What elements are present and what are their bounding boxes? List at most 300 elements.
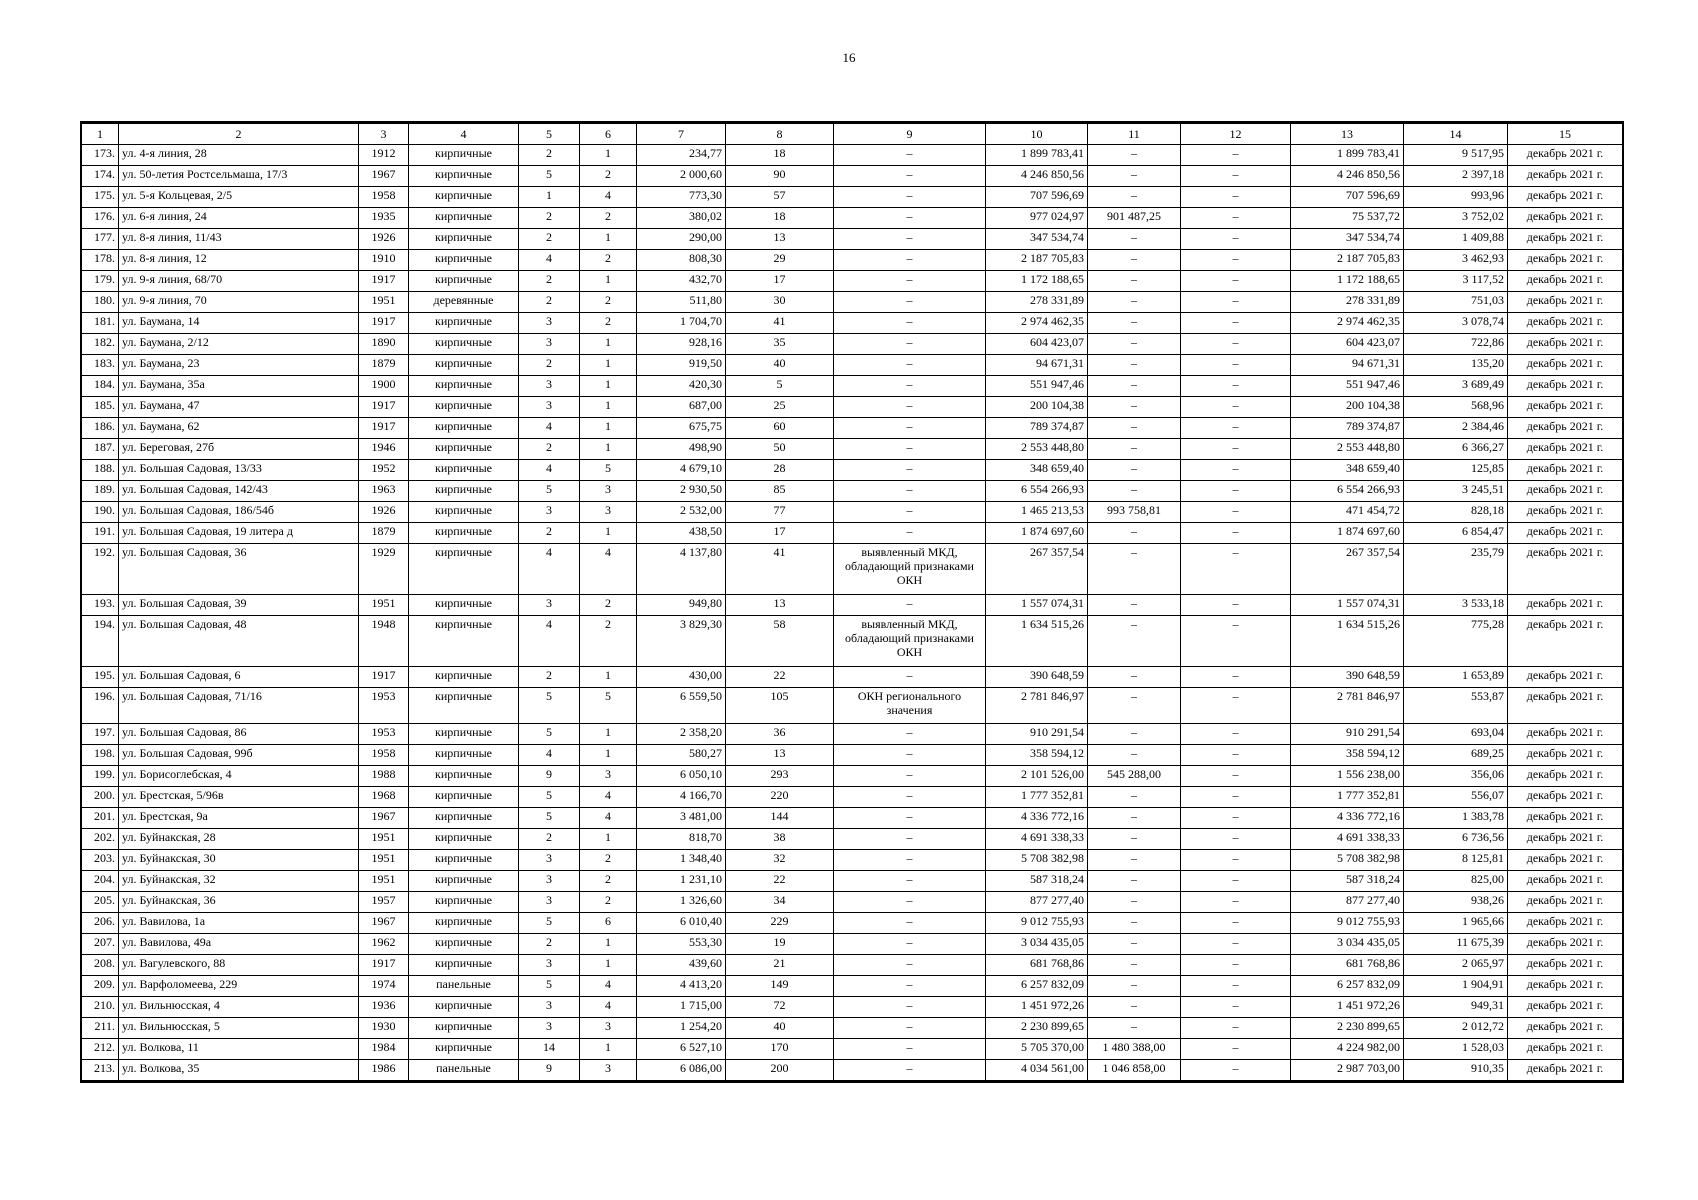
address-cell: ул. Баумана, 23 — [119, 355, 359, 376]
total-cost-cell: 358 594,12 — [986, 745, 1088, 766]
total-cost-cell: 9 012 755,93 — [986, 913, 1088, 934]
column-14-cell: 1 409,88 — [1404, 229, 1508, 250]
row-number: 192. — [82, 544, 119, 595]
wall-material-cell: кирпичные — [409, 955, 519, 976]
column-13-cell: 1 777 352,81 — [1291, 787, 1404, 808]
total-cost-cell: 4 246 850,56 — [986, 166, 1088, 187]
total-cost-cell: 1 465 213,53 — [986, 502, 1088, 523]
floors-cell: 5 — [519, 808, 580, 829]
heritage-status-cell: – — [834, 187, 986, 208]
floors-cell: 5 — [519, 688, 580, 724]
column-11-cell: – — [1088, 460, 1181, 481]
area-cell: 511,80 — [637, 292, 726, 313]
column-header: 6 — [580, 123, 637, 145]
row-number: 200. — [82, 787, 119, 808]
entrances-cell: 5 — [580, 688, 637, 724]
address-cell: ул. Волкова, 11 — [119, 1039, 359, 1060]
residents-cell: 85 — [726, 481, 834, 502]
column-14-cell: 3 462,93 — [1404, 250, 1508, 271]
entrances-cell: 3 — [580, 1018, 637, 1039]
column-13-cell: 551 947,46 — [1291, 376, 1404, 397]
deadline-cell: декабрь 2021 г. — [1508, 418, 1623, 439]
column-13-cell: 75 537,72 — [1291, 208, 1404, 229]
deadline-cell: декабрь 2021 г. — [1508, 229, 1623, 250]
column-11-cell: 901 487,25 — [1088, 208, 1181, 229]
column-11-cell: – — [1088, 145, 1181, 166]
column-13-cell: 1 451 972,26 — [1291, 997, 1404, 1018]
entrances-cell: 4 — [580, 976, 637, 997]
year-built-cell: 1917 — [359, 667, 409, 688]
residents-cell: 34 — [726, 892, 834, 913]
row-number: 206. — [82, 913, 119, 934]
total-cost-cell: 3 034 435,05 — [986, 934, 1088, 955]
row-number: 204. — [82, 871, 119, 892]
column-12-cell: – — [1181, 616, 1291, 667]
wall-material-cell: кирпичные — [409, 892, 519, 913]
column-12-cell: – — [1181, 976, 1291, 997]
residents-cell: 149 — [726, 976, 834, 997]
address-cell: ул. Большая Садовая, 36 — [119, 544, 359, 595]
column-13-cell: 6 554 266,93 — [1291, 481, 1404, 502]
row-number: 176. — [82, 208, 119, 229]
floors-cell: 4 — [519, 544, 580, 595]
entrances-cell: 3 — [580, 481, 637, 502]
column-12-cell: – — [1181, 208, 1291, 229]
column-14-cell: 125,85 — [1404, 460, 1508, 481]
residents-cell: 41 — [726, 544, 834, 595]
entrances-cell: 1 — [580, 955, 637, 976]
residents-cell: 293 — [726, 766, 834, 787]
area-cell: 6 559,50 — [637, 688, 726, 724]
wall-material-cell: кирпичные — [409, 439, 519, 460]
column-13-cell: 4 224 982,00 — [1291, 1039, 1404, 1060]
table-row — [82, 271, 1623, 292]
residents-cell: 13 — [726, 745, 834, 766]
residents-cell: 105 — [726, 688, 834, 724]
total-cost-cell: 707 596,69 — [986, 187, 1088, 208]
row-number: 175. — [82, 187, 119, 208]
column-header: 13 — [1291, 123, 1404, 145]
column-14-cell: 3 117,52 — [1404, 271, 1508, 292]
floors-cell: 2 — [519, 271, 580, 292]
address-cell: ул. Большая Садовая, 86 — [119, 724, 359, 745]
table-row — [82, 913, 1623, 934]
column-13-cell: 1 556 238,00 — [1291, 766, 1404, 787]
column-14-cell: 568,96 — [1404, 397, 1508, 418]
column-12-cell: – — [1181, 544, 1291, 595]
row-number: 182. — [82, 334, 119, 355]
column-13-cell: 2 187 705,83 — [1291, 250, 1404, 271]
deadline-cell: декабрь 2021 г. — [1508, 502, 1623, 523]
deadline-cell: декабрь 2021 г. — [1508, 481, 1623, 502]
deadline-cell: декабрь 2021 г. — [1508, 787, 1623, 808]
heritage-status-cell: – — [834, 523, 986, 544]
deadline-cell: декабрь 2021 г. — [1508, 166, 1623, 187]
column-header: 2 — [119, 123, 359, 145]
heritage-status-cell: выявленный МКД, обладающий признаками ОКН — [834, 544, 986, 595]
housing-register-table — [81, 122, 1623, 1082]
residents-cell: 229 — [726, 913, 834, 934]
table-row — [82, 1018, 1623, 1039]
entrances-cell: 2 — [580, 871, 637, 892]
wall-material-cell: кирпичные — [409, 523, 519, 544]
column-13-cell: 681 768,86 — [1291, 955, 1404, 976]
year-built-cell: 1962 — [359, 934, 409, 955]
year-built-cell: 1953 — [359, 724, 409, 745]
column-13-cell: 1 557 074,31 — [1291, 595, 1404, 616]
column-13-cell: 2 974 462,35 — [1291, 313, 1404, 334]
column-12-cell: – — [1181, 397, 1291, 418]
row-number: 202. — [82, 829, 119, 850]
deadline-cell: декабрь 2021 г. — [1508, 313, 1623, 334]
column-13-cell: 390 648,59 — [1291, 667, 1404, 688]
entrances-cell: 3 — [580, 1060, 637, 1082]
table-row — [82, 334, 1623, 355]
address-cell: ул. Большая Садовая, 142/43 — [119, 481, 359, 502]
column-11-cell: – — [1088, 397, 1181, 418]
heritage-status-cell: – — [834, 766, 986, 787]
area-cell: 1 231,10 — [637, 871, 726, 892]
total-cost-cell: 1 451 972,26 — [986, 997, 1088, 1018]
column-13-cell: 877 277,40 — [1291, 892, 1404, 913]
column-14-cell: 2 012,72 — [1404, 1018, 1508, 1039]
wall-material-cell: кирпичные — [409, 766, 519, 787]
column-12-cell: – — [1181, 418, 1291, 439]
heritage-status-cell: – — [834, 397, 986, 418]
row-number: 183. — [82, 355, 119, 376]
wall-material-cell: кирпичные — [409, 808, 519, 829]
column-11-cell: – — [1088, 913, 1181, 934]
year-built-cell: 1974 — [359, 976, 409, 997]
deadline-cell: декабрь 2021 г. — [1508, 808, 1623, 829]
row-number: 179. — [82, 271, 119, 292]
column-11-cell: – — [1088, 595, 1181, 616]
wall-material-cell: кирпичные — [409, 166, 519, 187]
entrances-cell: 2 — [580, 166, 637, 187]
heritage-status-cell: – — [834, 745, 986, 766]
year-built-cell: 1917 — [359, 397, 409, 418]
column-13-cell: 1 874 697,60 — [1291, 523, 1404, 544]
column-11-cell: – — [1088, 229, 1181, 250]
entrances-cell: 6 — [580, 913, 637, 934]
row-number: 177. — [82, 229, 119, 250]
wall-material-cell: кирпичные — [409, 871, 519, 892]
table-row — [82, 766, 1623, 787]
year-built-cell: 1879 — [359, 523, 409, 544]
deadline-cell: декабрь 2021 г. — [1508, 871, 1623, 892]
total-cost-cell: 1 874 697,60 — [986, 523, 1088, 544]
row-number: 174. — [82, 166, 119, 187]
column-14-cell: 910,35 — [1404, 1060, 1508, 1082]
total-cost-cell: 4 336 772,16 — [986, 808, 1088, 829]
residents-cell: 220 — [726, 787, 834, 808]
residents-cell: 35 — [726, 334, 834, 355]
total-cost-cell: 200 104,38 — [986, 397, 1088, 418]
total-cost-cell: 2 230 899,65 — [986, 1018, 1088, 1039]
wall-material-cell: кирпичные — [409, 334, 519, 355]
deadline-cell: декабрь 2021 г. — [1508, 208, 1623, 229]
column-11-cell: – — [1088, 292, 1181, 313]
column-header: 7 — [637, 123, 726, 145]
wall-material-cell: кирпичные — [409, 913, 519, 934]
column-11-cell: – — [1088, 976, 1181, 997]
year-built-cell: 1958 — [359, 745, 409, 766]
column-13-cell: 604 423,07 — [1291, 334, 1404, 355]
floors-cell: 9 — [519, 766, 580, 787]
address-cell: ул. Баумана, 2/12 — [119, 334, 359, 355]
column-12-cell: – — [1181, 1060, 1291, 1082]
total-cost-cell: 347 534,74 — [986, 229, 1088, 250]
residents-cell: 40 — [726, 1018, 834, 1039]
column-11-cell: – — [1088, 418, 1181, 439]
column-14-cell: 356,06 — [1404, 766, 1508, 787]
heritage-status-cell: – — [834, 250, 986, 271]
column-12-cell: – — [1181, 724, 1291, 745]
address-cell: ул. Буйнакская, 36 — [119, 892, 359, 913]
column-11-cell: – — [1088, 376, 1181, 397]
entrances-cell: 3 — [580, 766, 637, 787]
column-14-cell: 1 528,03 — [1404, 1039, 1508, 1060]
table-row — [82, 688, 1623, 724]
year-built-cell: 1929 — [359, 544, 409, 595]
row-number: 197. — [82, 724, 119, 745]
column-header: 5 — [519, 123, 580, 145]
floors-cell: 2 — [519, 145, 580, 166]
row-number: 210. — [82, 997, 119, 1018]
row-number: 195. — [82, 667, 119, 688]
wall-material-cell: кирпичные — [409, 418, 519, 439]
table-row — [82, 313, 1623, 334]
column-12-cell: – — [1181, 1039, 1291, 1060]
residents-cell: 57 — [726, 187, 834, 208]
deadline-cell: декабрь 2021 г. — [1508, 976, 1623, 997]
deadline-cell: декабрь 2021 г. — [1508, 376, 1623, 397]
year-built-cell: 1967 — [359, 808, 409, 829]
column-12-cell: – — [1181, 934, 1291, 955]
entrances-cell: 4 — [580, 787, 637, 808]
column-14-cell: 949,31 — [1404, 997, 1508, 1018]
column-12-cell: – — [1181, 355, 1291, 376]
total-cost-cell: 604 423,07 — [986, 334, 1088, 355]
column-12-cell: – — [1181, 892, 1291, 913]
floors-cell: 3 — [519, 955, 580, 976]
table-row — [82, 523, 1623, 544]
column-12-cell: – — [1181, 871, 1291, 892]
floors-cell: 2 — [519, 292, 580, 313]
column-14-cell: 751,03 — [1404, 292, 1508, 313]
column-14-cell: 1 653,89 — [1404, 667, 1508, 688]
year-built-cell: 1986 — [359, 1060, 409, 1082]
wall-material-cell: деревянные — [409, 292, 519, 313]
heritage-status-cell: – — [834, 829, 986, 850]
address-cell: ул. 9-я линия, 70 — [119, 292, 359, 313]
total-cost-cell: 5 705 370,00 — [986, 1039, 1088, 1060]
address-cell: ул. Большая Садовая, 13/33 — [119, 460, 359, 481]
heritage-status-cell: – — [834, 145, 986, 166]
table-row — [82, 397, 1623, 418]
entrances-cell: 4 — [580, 808, 637, 829]
column-12-cell: – — [1181, 766, 1291, 787]
column-11-cell: – — [1088, 997, 1181, 1018]
deadline-cell: декабрь 2021 г. — [1508, 595, 1623, 616]
area-cell: 498,90 — [637, 439, 726, 460]
heritage-status-cell: ОКН регионального значения — [834, 688, 986, 724]
row-number: 212. — [82, 1039, 119, 1060]
column-14-cell: 689,25 — [1404, 745, 1508, 766]
deadline-cell: декабрь 2021 г. — [1508, 439, 1623, 460]
residents-cell: 77 — [726, 502, 834, 523]
entrances-cell: 2 — [580, 292, 637, 313]
total-cost-cell: 4 691 338,33 — [986, 829, 1088, 850]
residents-cell: 58 — [726, 616, 834, 667]
row-number: 191. — [82, 523, 119, 544]
column-header: 4 — [409, 123, 519, 145]
floors-cell: 3 — [519, 892, 580, 913]
deadline-cell: декабрь 2021 г. — [1508, 1039, 1623, 1060]
heritage-status-cell: – — [834, 1039, 986, 1060]
column-14-cell: 235,79 — [1404, 544, 1508, 595]
area-cell: 553,30 — [637, 934, 726, 955]
wall-material-cell: кирпичные — [409, 208, 519, 229]
heritage-status-cell: – — [834, 481, 986, 502]
area-cell: 430,00 — [637, 667, 726, 688]
column-12-cell: – — [1181, 250, 1291, 271]
column-11-cell: – — [1088, 166, 1181, 187]
area-cell: 1 326,60 — [637, 892, 726, 913]
area-cell: 675,75 — [637, 418, 726, 439]
row-number: 189. — [82, 481, 119, 502]
total-cost-cell: 6 257 832,09 — [986, 976, 1088, 997]
column-13-cell: 2 230 899,65 — [1291, 1018, 1404, 1039]
table-row — [82, 292, 1623, 313]
column-11-cell: – — [1088, 724, 1181, 745]
deadline-cell: декабрь 2021 г. — [1508, 688, 1623, 724]
heritage-status-cell: – — [834, 871, 986, 892]
residents-cell: 72 — [726, 997, 834, 1018]
address-cell: ул. Буйнакская, 28 — [119, 829, 359, 850]
column-12-cell: – — [1181, 187, 1291, 208]
column-11-cell: 1 046 858,00 — [1088, 1060, 1181, 1082]
column-11-cell: – — [1088, 313, 1181, 334]
year-built-cell: 1957 — [359, 892, 409, 913]
wall-material-cell: кирпичные — [409, 187, 519, 208]
area-cell: 3 829,30 — [637, 616, 726, 667]
area-cell: 2 000,60 — [637, 166, 726, 187]
column-14-cell: 9 517,95 — [1404, 145, 1508, 166]
column-13-cell: 4 246 850,56 — [1291, 166, 1404, 187]
row-number: 194. — [82, 616, 119, 667]
deadline-cell: декабрь 2021 г. — [1508, 997, 1623, 1018]
wall-material-cell: кирпичные — [409, 829, 519, 850]
column-13-cell: 267 357,54 — [1291, 544, 1404, 595]
total-cost-cell: 910 291,54 — [986, 724, 1088, 745]
column-13-cell: 9 012 755,93 — [1291, 913, 1404, 934]
table-row — [82, 376, 1623, 397]
column-11-cell: – — [1088, 829, 1181, 850]
total-cost-cell: 267 357,54 — [986, 544, 1088, 595]
deadline-cell: декабрь 2021 г. — [1508, 667, 1623, 688]
heritage-status-cell: – — [834, 934, 986, 955]
total-cost-cell: 6 554 266,93 — [986, 481, 1088, 502]
row-number: 207. — [82, 934, 119, 955]
entrances-cell: 1 — [580, 355, 637, 376]
wall-material-cell: кирпичные — [409, 544, 519, 595]
column-12-cell: – — [1181, 460, 1291, 481]
table-row — [82, 145, 1623, 166]
deadline-cell: декабрь 2021 г. — [1508, 523, 1623, 544]
column-11-cell: 993 758,81 — [1088, 502, 1181, 523]
column-11-cell: – — [1088, 544, 1181, 595]
year-built-cell: 1930 — [359, 1018, 409, 1039]
row-number: 205. — [82, 892, 119, 913]
column-12-cell: – — [1181, 850, 1291, 871]
address-cell: ул. Буйнакская, 32 — [119, 871, 359, 892]
area-cell: 420,30 — [637, 376, 726, 397]
wall-material-cell: кирпичные — [409, 229, 519, 250]
year-built-cell: 1926 — [359, 502, 409, 523]
wall-material-cell: панельные — [409, 1060, 519, 1082]
row-number: 196. — [82, 688, 119, 724]
entrances-cell: 1 — [580, 418, 637, 439]
residents-cell: 30 — [726, 292, 834, 313]
year-built-cell: 1917 — [359, 418, 409, 439]
entrances-cell: 1 — [580, 1039, 637, 1060]
residents-cell: 32 — [726, 850, 834, 871]
residents-cell: 19 — [726, 934, 834, 955]
year-built-cell: 1946 — [359, 439, 409, 460]
wall-material-cell: кирпичные — [409, 850, 519, 871]
column-12-cell: – — [1181, 787, 1291, 808]
wall-material-cell: кирпичные — [409, 397, 519, 418]
heritage-status-cell: – — [834, 787, 986, 808]
column-12-cell: – — [1181, 481, 1291, 502]
address-cell: ул. Волкова, 35 — [119, 1060, 359, 1082]
heritage-status-cell: – — [834, 724, 986, 745]
column-14-cell: 938,26 — [1404, 892, 1508, 913]
area-cell: 2 532,00 — [637, 502, 726, 523]
floors-cell: 5 — [519, 787, 580, 808]
floors-cell: 5 — [519, 166, 580, 187]
wall-material-cell: кирпичные — [409, 667, 519, 688]
deadline-cell: декабрь 2021 г. — [1508, 724, 1623, 745]
wall-material-cell: кирпичные — [409, 787, 519, 808]
residents-cell: 22 — [726, 667, 834, 688]
column-12-cell: – — [1181, 829, 1291, 850]
address-cell: ул. Большая Садовая, 99б — [119, 745, 359, 766]
area-cell: 432,70 — [637, 271, 726, 292]
column-12-cell: – — [1181, 808, 1291, 829]
deadline-cell: декабрь 2021 г. — [1508, 397, 1623, 418]
deadline-cell: декабрь 2021 г. — [1508, 1018, 1623, 1039]
address-cell: ул. Брестская, 5/96в — [119, 787, 359, 808]
table-row — [82, 829, 1623, 850]
area-cell: 2 930,50 — [637, 481, 726, 502]
column-12-cell: – — [1181, 913, 1291, 934]
column-14-cell: 722,86 — [1404, 334, 1508, 355]
entrances-cell: 2 — [580, 616, 637, 667]
entrances-cell: 3 — [580, 502, 637, 523]
column-11-cell: – — [1088, 787, 1181, 808]
area-cell: 2 358,20 — [637, 724, 726, 745]
deadline-cell: декабрь 2021 г. — [1508, 766, 1623, 787]
year-built-cell: 1951 — [359, 850, 409, 871]
total-cost-cell: 1 172 188,65 — [986, 271, 1088, 292]
heritage-status-cell: – — [834, 667, 986, 688]
table-row — [82, 934, 1623, 955]
floors-cell: 4 — [519, 250, 580, 271]
column-12-cell: – — [1181, 376, 1291, 397]
column-11-cell: – — [1088, 250, 1181, 271]
